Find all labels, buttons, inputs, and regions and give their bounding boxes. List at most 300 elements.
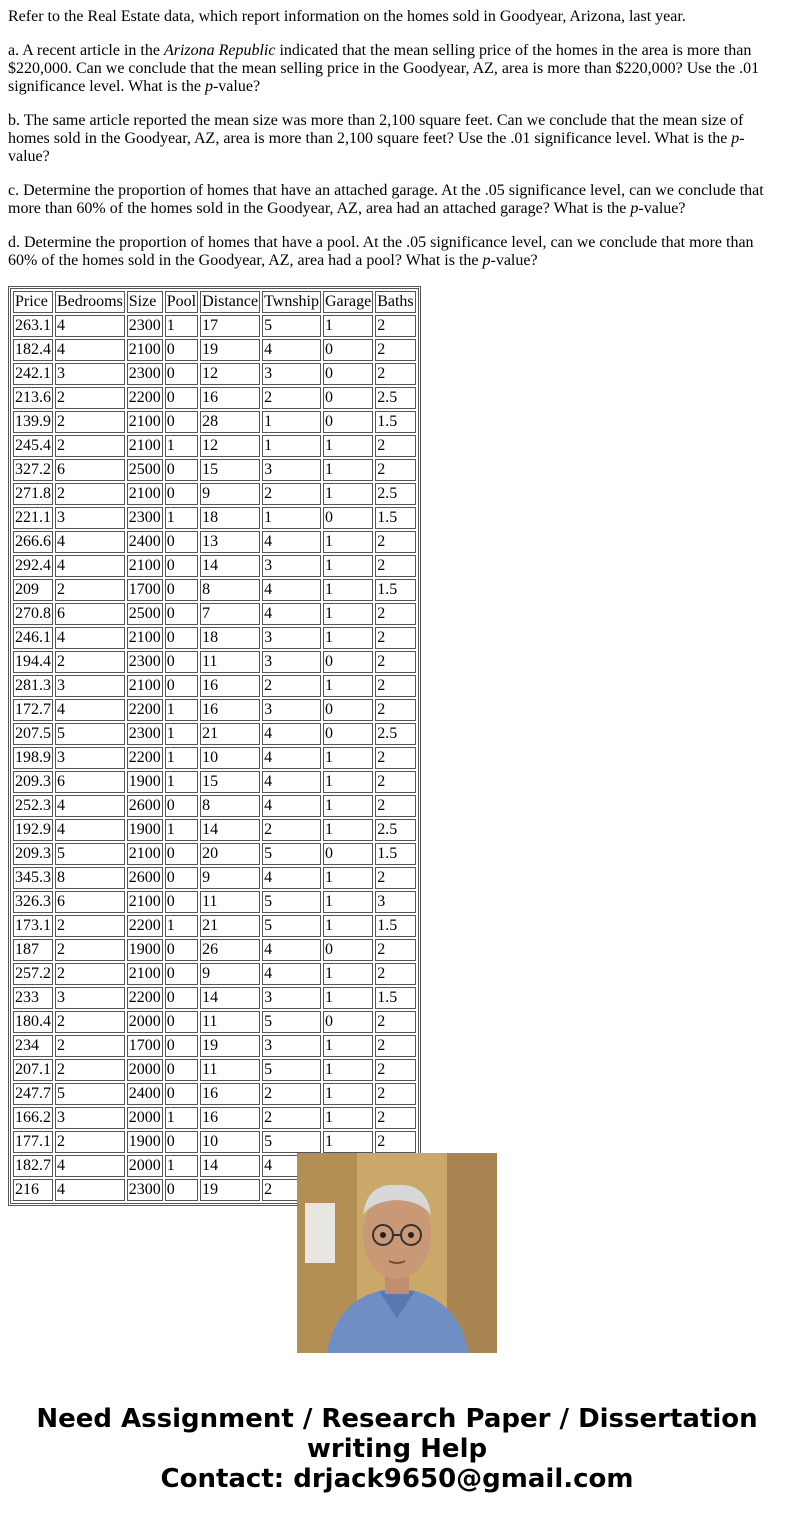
column-header: Bedrooms	[55, 291, 125, 313]
column-header: Baths	[375, 291, 415, 313]
table-cell: 2400	[127, 1083, 163, 1105]
table-cell: 0	[165, 483, 198, 505]
table-cell: 15	[200, 459, 260, 481]
table-row	[13, 363, 416, 385]
table-cell: 2	[375, 1059, 415, 1081]
table-cell: 12	[200, 435, 260, 457]
table-cell: 1	[323, 603, 373, 625]
table-cell: 1	[165, 723, 198, 745]
table-cell: 2	[55, 387, 125, 409]
table-cell: 173.1	[13, 915, 53, 937]
table-cell: 266.6	[13, 531, 53, 553]
table-row	[13, 507, 416, 529]
table-cell: 17	[200, 315, 260, 337]
table-header-row	[13, 291, 416, 313]
table-cell: 2.5	[375, 387, 415, 409]
table-row	[13, 723, 416, 745]
table-cell: 2	[55, 915, 125, 937]
table-row	[13, 555, 416, 577]
table-cell: 19	[200, 339, 260, 361]
table-cell: 8	[55, 867, 125, 889]
table-cell: 2	[55, 1035, 125, 1057]
part-d-paragraph	[8, 234, 786, 270]
table-cell: 172.7	[13, 699, 53, 721]
table-cell: 4	[262, 795, 321, 817]
part-a-paragraph	[8, 42, 786, 96]
table-row	[13, 747, 416, 769]
table-cell: 19	[200, 1035, 260, 1057]
table-cell: 1.5	[375, 507, 415, 529]
table-cell: 234	[13, 1035, 53, 1057]
table-cell: 0	[165, 939, 198, 961]
table-cell: 1	[165, 435, 198, 457]
table-cell: 10	[200, 1131, 260, 1153]
table-cell: 20	[200, 843, 260, 865]
table-row	[13, 1131, 416, 1153]
column-header: Garage	[323, 291, 373, 313]
table-cell: 2	[375, 555, 415, 577]
table-cell: 4	[262, 531, 321, 553]
table-cell: 2	[55, 579, 125, 601]
table-cell: 2100	[127, 843, 163, 865]
table-cell: 1	[165, 507, 198, 529]
table-row	[13, 603, 416, 625]
table-row	[13, 579, 416, 601]
table-cell: 247.7	[13, 1083, 53, 1105]
table-cell: 0	[165, 963, 198, 985]
data-table-frame	[8, 286, 438, 1198]
table-cell: 3	[262, 1035, 321, 1057]
table-cell: 0	[165, 843, 198, 865]
table-cell: 4	[55, 699, 125, 721]
table-cell: 213.6	[13, 387, 53, 409]
part-a-text-1: a. A recent article in the	[8, 42, 164, 59]
table-cell: 6	[55, 603, 125, 625]
table-cell: 245.4	[13, 435, 53, 457]
table-cell: 4	[55, 819, 125, 841]
table-cell: 2	[375, 771, 415, 793]
table-cell: 2	[262, 387, 321, 409]
table-cell: 2400	[127, 531, 163, 553]
table-cell: 2600	[127, 795, 163, 817]
table-cell: 4	[55, 1179, 125, 1201]
table-row	[13, 963, 416, 985]
table-cell: 1.5	[375, 987, 415, 1009]
table-cell: 3	[55, 363, 125, 385]
table-cell: 16	[200, 1083, 260, 1105]
table-cell: 1	[323, 747, 373, 769]
table-cell: 0	[165, 675, 198, 697]
table-cell: 4	[262, 939, 321, 961]
table-cell: 1	[262, 435, 321, 457]
table-cell: 0	[165, 603, 198, 625]
table-cell: 5	[262, 1131, 321, 1153]
table-row	[13, 843, 416, 865]
table-cell: 2	[262, 1083, 321, 1105]
table-cell: 2	[55, 651, 125, 673]
table-cell: 16	[200, 387, 260, 409]
table-cell: 1	[165, 315, 198, 337]
table-cell: 0	[165, 627, 198, 649]
part-a-p: p	[204, 78, 213, 95]
table-cell: 2100	[127, 963, 163, 985]
table-cell: 187	[13, 939, 53, 961]
table-cell: 1	[165, 747, 198, 769]
table-cell: 1700	[127, 579, 163, 601]
part-a-text-3: -value?	[212, 78, 261, 95]
table-cell: 166.2	[13, 1107, 53, 1129]
table-row	[13, 435, 416, 457]
table-cell: 14	[200, 987, 260, 1009]
table-cell: 2600	[127, 867, 163, 889]
part-a-publication: Arizona Republic	[163, 42, 276, 59]
table-cell: 0	[165, 867, 198, 889]
table-cell: 0	[165, 531, 198, 553]
table-cell: 3	[262, 363, 321, 385]
table-cell: 207.1	[13, 1059, 53, 1081]
table-row	[13, 483, 416, 505]
table-cell: 2	[375, 1035, 415, 1057]
table-cell: 0	[323, 363, 373, 385]
table-cell: 3	[262, 459, 321, 481]
table-cell: 0	[165, 339, 198, 361]
table-cell: 4	[262, 603, 321, 625]
table-cell: 1	[323, 891, 373, 913]
table-cell: 8	[200, 579, 260, 601]
table-cell: 2	[375, 603, 415, 625]
table-cell: 11	[200, 651, 260, 673]
part-c-text-2: -value?	[638, 200, 686, 217]
table-cell: 281.3	[13, 675, 53, 697]
table-cell: 5	[262, 891, 321, 913]
intro-paragraph: Refer to the Real Estate data, which report information on the homes sold in Goodyear, Arizona, last year.	[8, 8, 686, 25]
table-cell: 2100	[127, 555, 163, 577]
table-cell: 1	[323, 1035, 373, 1057]
footer-line-3: Contact: drjack9650@gmail.com	[160, 1464, 634, 1494]
table-cell: 2100	[127, 411, 163, 433]
table-row	[13, 915, 416, 937]
table-cell: 9	[200, 483, 260, 505]
table-cell: 1	[323, 795, 373, 817]
table-cell: 180.4	[13, 1011, 53, 1033]
table-cell: 221.1	[13, 507, 53, 529]
table-cell: 0	[165, 651, 198, 673]
table-cell: 18	[200, 627, 260, 649]
table-cell: 1	[323, 459, 373, 481]
table-cell: 14	[200, 819, 260, 841]
table-cell: 2	[55, 1059, 125, 1081]
table-cell: 26	[200, 939, 260, 961]
table-row	[13, 339, 416, 361]
table-cell: 2100	[127, 675, 163, 697]
table-cell: 345.3	[13, 867, 53, 889]
table-cell: 2	[55, 435, 125, 457]
table-row	[13, 1035, 416, 1057]
table-cell: 0	[165, 1179, 198, 1201]
table-cell: 0	[323, 651, 373, 673]
part-d-p: p	[482, 252, 491, 269]
table-cell: 1	[165, 915, 198, 937]
part-a-text-2: indicated that the mean selling price of the homes in the area is more than $220,000. Can we conclude that the mean selling price in the Goodyear, AZ, area is more than $220,000? Use the .01 significance level. What is the	[8, 42, 760, 95]
table-cell: 0	[165, 387, 198, 409]
table-cell: 192.9	[13, 819, 53, 841]
table-cell: 1	[323, 315, 373, 337]
part-b-paragraph	[8, 112, 786, 166]
table-cell: 1	[165, 819, 198, 841]
table-row	[13, 891, 416, 913]
table-cell: 6	[55, 459, 125, 481]
table-cell: 2	[375, 867, 415, 889]
table-cell: 0	[323, 339, 373, 361]
table-row	[13, 675, 416, 697]
table-row	[13, 939, 416, 961]
table-cell: 1900	[127, 1131, 163, 1153]
table-cell: 4	[262, 747, 321, 769]
table-cell: 1	[323, 1059, 373, 1081]
table-cell: 3	[55, 747, 125, 769]
part-c-paragraph	[8, 182, 786, 218]
table-cell: 6	[55, 771, 125, 793]
table-cell: 1	[165, 699, 198, 721]
table-cell: 2100	[127, 627, 163, 649]
table-cell: 12	[200, 363, 260, 385]
table-cell: 2	[375, 939, 415, 961]
table-cell: 2200	[127, 915, 163, 937]
table-cell: 2300	[127, 1179, 163, 1201]
table-row	[13, 531, 416, 553]
part-d-text-1: d. Determine the proportion of homes that have a pool. At the .05 significance level, can we conclude that more than 60% of the homes sold in the Goodyear, AZ, area had a pool? What is the	[8, 234, 754, 269]
table-cell: 16	[200, 675, 260, 697]
table-cell: 0	[165, 1131, 198, 1153]
table-cell: 28	[200, 411, 260, 433]
table-cell: 1	[323, 987, 373, 1009]
table-row	[13, 459, 416, 481]
table-cell: 2300	[127, 507, 163, 529]
table-cell: 5	[55, 843, 125, 865]
table-cell: 194.4	[13, 651, 53, 673]
table-cell: 4	[262, 1155, 321, 1177]
table-row	[13, 1059, 416, 1081]
table-row	[13, 1107, 416, 1129]
table-cell: 1	[323, 1107, 373, 1129]
table-cell: 182.4	[13, 339, 53, 361]
table-cell: 2200	[127, 699, 163, 721]
table-cell: 0	[165, 363, 198, 385]
table-cell: 2	[55, 939, 125, 961]
table-cell: 0	[165, 987, 198, 1009]
table-cell: 2	[262, 483, 321, 505]
advert-footer	[0, 1404, 794, 1494]
table-cell: 0	[323, 699, 373, 721]
table-cell: 209	[13, 579, 53, 601]
table-cell: 2	[55, 483, 125, 505]
table-cell: 2500	[127, 459, 163, 481]
table-cell: 2100	[127, 891, 163, 913]
table-cell: 242.1	[13, 363, 53, 385]
part-b-text-2: -value?	[8, 130, 745, 165]
table-cell: 270.8	[13, 603, 53, 625]
part-b-p: p	[731, 130, 740, 147]
table-cell: 1.5	[375, 579, 415, 601]
table-cell: 0	[165, 555, 198, 577]
table-cell: 2	[55, 1131, 125, 1153]
table-cell: 139.9	[13, 411, 53, 433]
table-cell: 2100	[127, 339, 163, 361]
table-cell: 1	[165, 771, 198, 793]
table-cell: 2300	[127, 651, 163, 673]
table-row	[13, 795, 416, 817]
table-cell: 2	[375, 963, 415, 985]
table-cell: 2100	[127, 483, 163, 505]
table-cell: 1	[323, 579, 373, 601]
table-cell: 11	[200, 1011, 260, 1033]
table-cell: 3	[375, 891, 415, 913]
table-cell: 4	[262, 579, 321, 601]
table-cell: 1.5	[375, 843, 415, 865]
table-cell: 10	[200, 747, 260, 769]
table-cell: 4	[55, 315, 125, 337]
table-cell: 233	[13, 987, 53, 1009]
table-row	[13, 387, 416, 409]
table-cell: 2500	[127, 603, 163, 625]
table-cell: 2.5	[375, 723, 415, 745]
table-cell: 4	[55, 1155, 125, 1177]
part-c-text-1: c. Determine the proportion of homes that have an attached garage. At the .05 significance level, can we conclude that more than 60% of the homes sold in the Goodyear, AZ, area had an attached garage? What is the	[8, 182, 764, 217]
table-cell: 2	[375, 675, 415, 697]
table-cell: 1	[323, 819, 373, 841]
table-cell: 1	[323, 1083, 373, 1105]
column-header: Price	[13, 291, 53, 313]
table-cell: 3	[55, 987, 125, 1009]
table-cell: 2	[375, 363, 415, 385]
column-header: Size	[127, 291, 163, 313]
table-row	[13, 315, 416, 337]
table-cell: 216	[13, 1179, 53, 1201]
table-cell: 2.5	[375, 819, 415, 841]
table-cell: 2	[55, 1011, 125, 1033]
table-cell: 2	[375, 531, 415, 553]
table-cell: 2	[375, 747, 415, 769]
table-cell: 1	[323, 1131, 373, 1153]
table-cell: 3	[262, 555, 321, 577]
table-cell: 14	[200, 1155, 260, 1177]
table-cell: 5	[55, 723, 125, 745]
table-cell: 4	[262, 867, 321, 889]
table-cell: 0	[165, 795, 198, 817]
table-cell: 1	[165, 1155, 198, 1177]
table-cell: 2200	[127, 987, 163, 1009]
table-cell: 4	[55, 627, 125, 649]
table-cell: 5	[262, 1059, 321, 1081]
table-cell: 2	[262, 675, 321, 697]
table-cell: 18	[200, 507, 260, 529]
table-cell: 16	[200, 699, 260, 721]
table-cell: 13	[200, 531, 260, 553]
table-cell: 15	[200, 771, 260, 793]
table-cell: 0	[323, 411, 373, 433]
table-row	[13, 1083, 416, 1105]
table-cell: 2	[375, 627, 415, 649]
table-cell: 2	[375, 459, 415, 481]
table-cell: 3	[55, 507, 125, 529]
table-cell: 7	[200, 603, 260, 625]
table-cell: 1900	[127, 819, 163, 841]
table-cell: 1	[323, 963, 373, 985]
table-cell: 2000	[127, 1155, 163, 1177]
table-cell: 19	[200, 1179, 260, 1201]
table-cell: 5	[262, 915, 321, 937]
table-cell: 11	[200, 1059, 260, 1081]
table-cell: 2	[375, 699, 415, 721]
table-row	[13, 411, 416, 433]
table-cell: 2	[262, 819, 321, 841]
table-cell: 1	[323, 675, 373, 697]
table-cell: 1	[323, 627, 373, 649]
table-row	[13, 867, 416, 889]
table-cell: 9	[200, 867, 260, 889]
real-estate-table	[8, 286, 421, 1206]
table-cell: 3	[55, 1107, 125, 1129]
footer-line-2: writing Help	[306, 1434, 488, 1464]
table-cell: 4	[262, 963, 321, 985]
table-row	[13, 1011, 416, 1033]
table-cell: 2000	[127, 1107, 163, 1129]
table-cell: 2	[55, 411, 125, 433]
table-cell: 2	[375, 1107, 415, 1129]
table-cell: 292.4	[13, 555, 53, 577]
table-cell: 1900	[127, 939, 163, 961]
table-cell: 2	[375, 795, 415, 817]
table-cell: 2000	[127, 1059, 163, 1081]
table-cell: 1.5	[375, 411, 415, 433]
table-cell: 209.3	[13, 771, 53, 793]
table-cell: 4	[262, 723, 321, 745]
table-cell: 263.1	[13, 315, 53, 337]
table-cell: 3	[55, 675, 125, 697]
table-cell: 0	[165, 1011, 198, 1033]
table-cell: 326.3	[13, 891, 53, 913]
table-cell: 182.7	[13, 1155, 53, 1177]
table-cell: 1	[165, 1107, 198, 1129]
table-cell: 2	[375, 1083, 415, 1105]
table-cell: 2	[375, 435, 415, 457]
column-header: Distance	[200, 291, 260, 313]
table-cell: 2	[55, 963, 125, 985]
table-cell: 0	[323, 1011, 373, 1033]
table-cell: 1	[323, 555, 373, 577]
table-cell: 5	[262, 315, 321, 337]
table-cell: 5	[262, 1011, 321, 1033]
table-cell: 2300	[127, 363, 163, 385]
table-cell: 3	[262, 699, 321, 721]
table-cell: 246.1	[13, 627, 53, 649]
avatar	[297, 1153, 497, 1353]
table-cell: 14	[200, 555, 260, 577]
table-cell: 3	[262, 627, 321, 649]
table-cell: 1900	[127, 771, 163, 793]
table-cell: 1	[262, 507, 321, 529]
table-cell: 8	[200, 795, 260, 817]
table-cell: 0	[165, 1083, 198, 1105]
table-cell: 2	[375, 1011, 415, 1033]
table-cell: 252.3	[13, 795, 53, 817]
footer-line-1: Need Assignment / Research Paper / Dissertation	[36, 1404, 758, 1434]
table-cell: 11	[200, 891, 260, 913]
table-cell: 1700	[127, 1035, 163, 1057]
table-cell: 0	[323, 843, 373, 865]
table-cell: 0	[165, 579, 198, 601]
table-cell: 2	[262, 1179, 321, 1201]
